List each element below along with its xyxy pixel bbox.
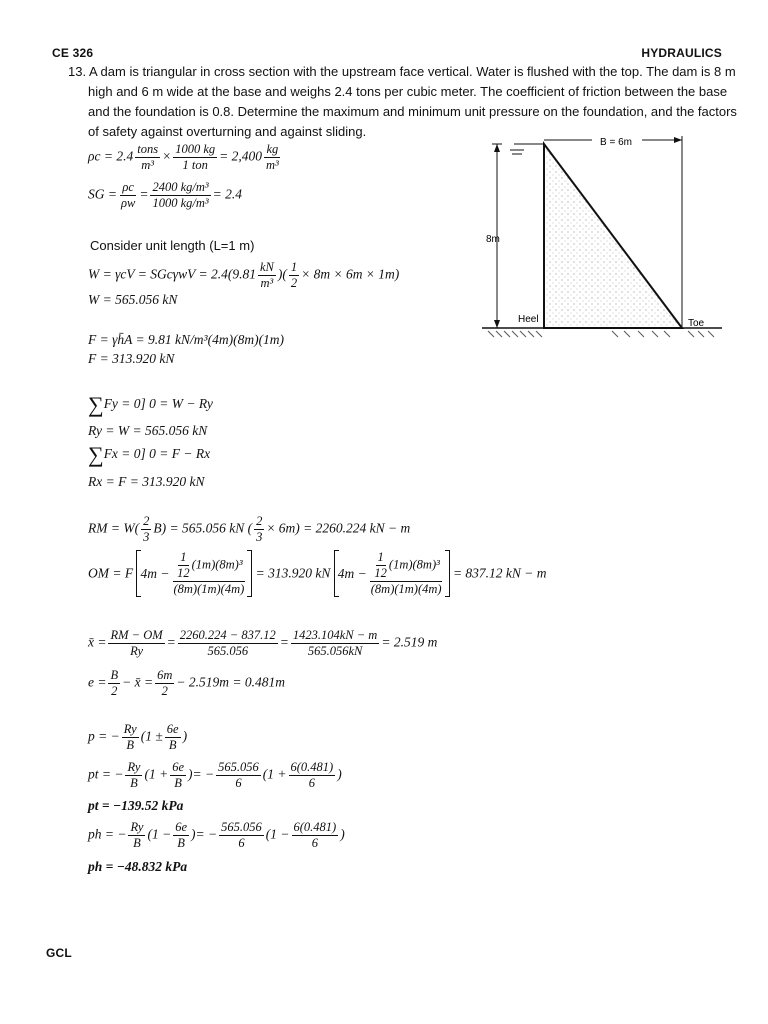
toe-pressure-eq: pt = − $\frac{Ry}{B}$ (1 + $\frac{6e}{B}$ )= − $\frac{565.056}{6}$ (1 + $\frac{6(0.481)}{6}$ ) bbox=[88, 760, 342, 790]
weight-result: W = 565.056 kN bbox=[88, 292, 178, 307]
heel-pressure-result: ph = −48.832 kPa bbox=[88, 859, 188, 874]
specific-gravity-eq: SG = $\frac{\rho c}{\rho w}$ = $\frac{\text{2400 kg/m³}}{\text{1000 kg/m³}}$ = 2.4 bbox=[88, 180, 242, 210]
dam-figure bbox=[482, 128, 722, 343]
footer-initials: GCL bbox=[46, 946, 72, 960]
unit-length-note: Consider unit length (L=1 m) bbox=[90, 238, 255, 253]
base-label: B = 6m bbox=[600, 137, 632, 148]
x-bar-eq: x̄ = $\frac{RM - OM}{Ry}$ = $\frac{2260.224 - 837.12}{565.056}$ = $\frac{1423.104kN - m}{565.056kN}$ = 2.519 m bbox=[88, 628, 438, 658]
overturning-moment-eq: OM = F 4m − $\frac{1}{12}$ (1m)(8m)³ (8m)(1m)(4m) = 313.920 kN 4m − $\frac{1}{12}$ (1m)(8m)³ (8m)(1m)(4m) = 837.12 kN − m bbox=[88, 550, 547, 596]
eccentricity-eq: e = $\frac{B}{2}$ − x̄ = $\frac{6m}{2}$ − 2.519m = 0.481m bbox=[88, 668, 285, 698]
pressure-general-eq: p = − $\frac{Ry}{B}$ (1 ± $\frac{6e}{B}$ ) bbox=[88, 722, 188, 752]
hydrostatic-force-eq: F = γh̄A = 9.81 kN/m³(4m)(8m)(1m) bbox=[88, 332, 285, 347]
rx-result: Rx = F = 313.920 kN bbox=[88, 474, 205, 489]
toe-pressure-result: pt = −139.52 kPa bbox=[88, 798, 184, 813]
problem-number: 13. bbox=[68, 64, 87, 79]
problem-text: A dam is triangular in cross section with the upstream face vertical. Water is flushed with the top. The dam is 8 m high and 6 m wide at the base and weighs 2.4 tons per cubic meter. The coefficient of friction between the base and the foundation is 0.8. Determine the maximum and minimum unit pressure on the foundation, and the factors of safety against overturning and against sliding. bbox=[88, 64, 737, 139]
dam-cross-section bbox=[544, 144, 682, 328]
toe-label: Toe bbox=[688, 318, 705, 329]
righting-moment-eq: RM = W( $\frac{2}{3}$ B) = 565.056 kN ( $\frac{2}{3}$ × 6m) = 2260.224 kN − m bbox=[88, 514, 411, 544]
ry-result: Ry = W = 565.056 kN bbox=[88, 423, 208, 438]
course-code: CE 326 bbox=[52, 46, 94, 60]
sum-fy-eq: ∑Fy = 0] 0 = W − Ry bbox=[88, 392, 213, 417]
heel-pressure-eq: ph = − $\frac{Ry}{B}$ (1 − $\frac{6e}{B}$ )= − $\frac{565.056}{6}$ (1 − $\frac{6(0.481)}{6}$ ) bbox=[88, 820, 345, 850]
weight-eq: W = γcV = SGcγwV = 2.4(9.81 $\frac{kN}{\text{m³}}$ )( $\frac{1}{2}$ × 8m × 6m × 1m) bbox=[88, 260, 400, 290]
hydrostatic-force-result: F = 313.920 kN bbox=[88, 351, 175, 366]
subject-title: HYDRAULICS bbox=[641, 46, 722, 60]
height-label: 8m bbox=[486, 234, 500, 245]
heel-label: Heel bbox=[518, 314, 539, 325]
concrete-density-eq: ρc = 2.4 $\frac{\text{tons}}{\text{m³}}$ × $\frac{1000 kg}{\text{1 ton}}$ = 2,400 $\frac{kg}{\text{m³}}$ bbox=[88, 142, 279, 172]
sum-fx-eq: ∑Fx = 0] 0 = F − Rx bbox=[88, 442, 211, 467]
